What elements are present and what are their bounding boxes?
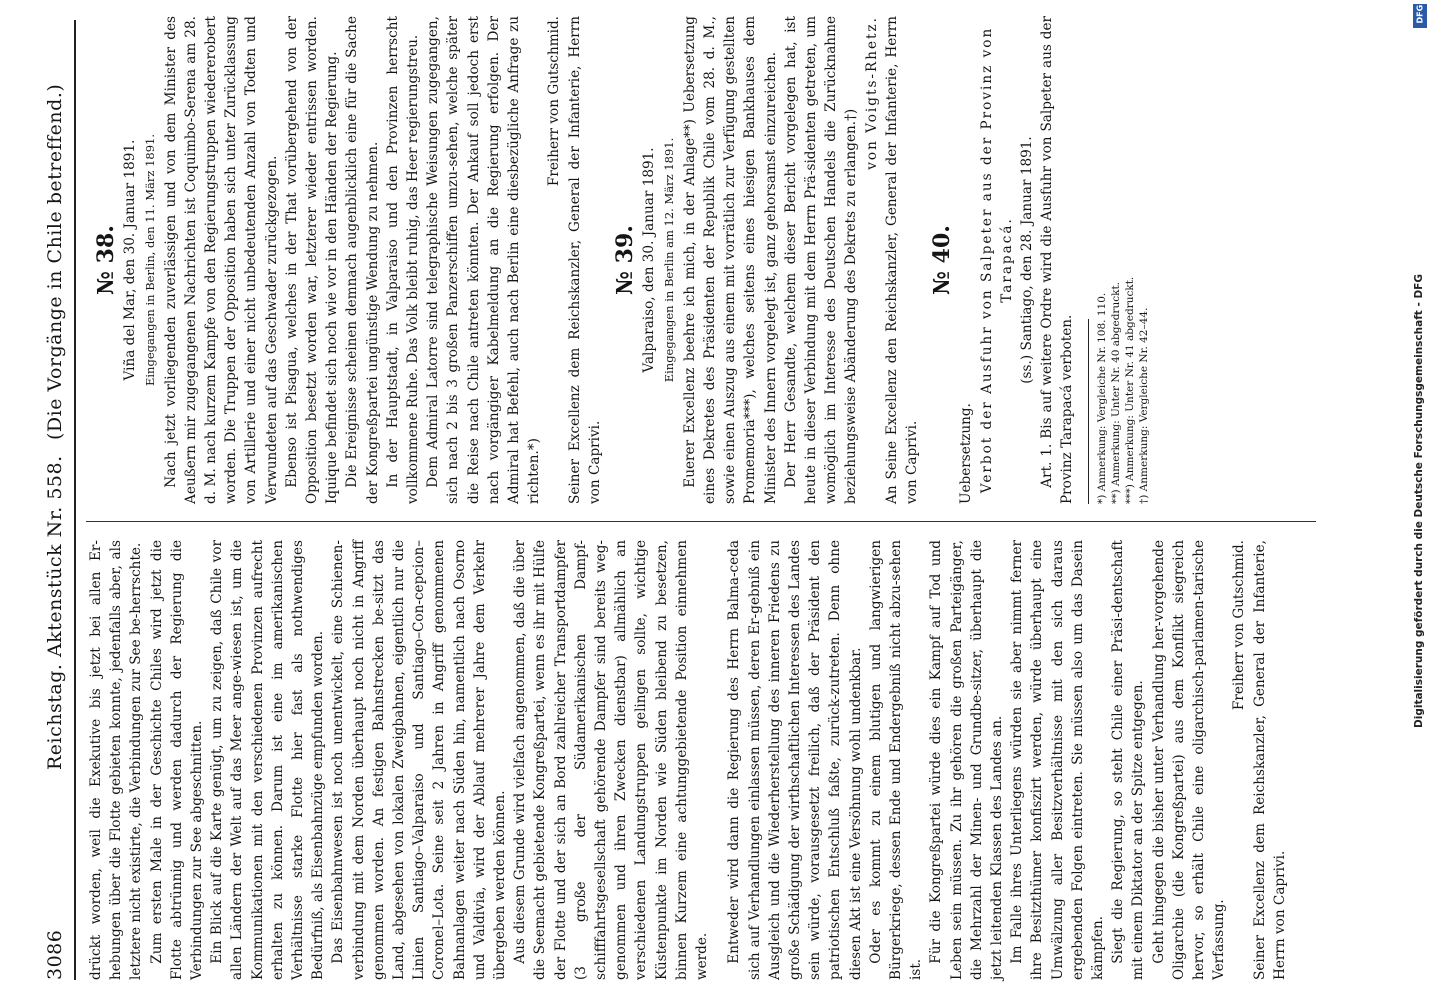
- paragraph: Der Herr Gesandte, welchem dieser Bericht vorgelegen hat, ist heute in dieser Verbindung mit dem Herrn Prä-sidenten getreten, um womöglich im Interesse des Deutschen Handels die Zurücknahme beziehungsweise Abänderung des Dekrets zu erlangen.†): [782, 16, 860, 504]
- footnote: **) Anmerkung: Unter Nr. 40 abgedruckt.: [1109, 281, 1122, 504]
- paragraph: Geht hingegen die bisher unter Verhandlung her-vorgehende Oligarchie (die Kongreßpartei) aus dem Konflikt siegreich hervor, so erhält Chile eine oligarchisch-parlamen-tarische Verfassung.: [1150, 540, 1228, 980]
- document-number: № 38.: [93, 225, 119, 295]
- footnote: ***) Anmerkung: Unter Nr. 41 abgedruckt.: [1123, 276, 1136, 504]
- paragraph: Siegt die Regierung, so steht Chile einer Präsi-dentschaft mit einem Diktator an der Spitze entgegen.: [1110, 540, 1147, 980]
- decree-heading: Verbot der Ausfuhr von Salpeter aus der Provinz von Tarapacá.: [978, 26, 1015, 494]
- address-line: Seiner Excellenz dem Reichskanzler, General der Infanterie, Herrn von Caprivi.: [1251, 540, 1288, 980]
- page-number: 3086: [44, 929, 66, 980]
- paragraph: Dem Admiral Latorre sind telegraphische Weisungen zugegangen, sich nach 2 bis 3 großen Panzerschiffen umzu-sehen, welche später die Reise nach Chile antreten könnten. Der Ankauf soll jedoch erst nach vorgängiger Kabelmeldung an die Regierung erfolgen. Der Admiral hat Befehl, auch nach Berlin eine diesbezügliche Anfrage zu richten.*): [425, 16, 543, 504]
- dfg-logo: [1413, 4, 1427, 28]
- page-header: [40, 20, 76, 980]
- received-note: Eingegangen in Berlin am 12. März 1891.: [662, 137, 677, 383]
- signature: Freiherr von Gutschmid.: [1231, 540, 1248, 711]
- address-line: An Seine Excellenz den Reichskanzler, General der Infanterie, Herrn von Caprivi.: [883, 16, 920, 504]
- column-divider: [86, 521, 1316, 522]
- place-date: Valparaiso, den 30. Januar 1891.: [641, 147, 658, 373]
- footnote-rule: [1088, 319, 1089, 504]
- paragraph: drückt worden, weil die Exekutive bis jetzt bei allen Er-hebungen über die Flotte gebieten konnte, jedenfalls aber, als letztere nicht existirte, die Verbindungen zur See be-herrschte.: [88, 540, 145, 980]
- paragraph: Entweder wird dann die Regierung des Herrn Balma-ceda sich auf Verhandlungen einlassen müssen, deren Er-gebniß ein Ausgleich und die Wiederherstellung des inneren Friedens zu große Schädigung der wirthschaftlichen Interessen des Landes sein würde, vorausgesetzt freilich, daß der Präsident den patriotischen Entschluß faßte, zurück-zutreten. Denn ohne diesen Akt ist eine Versöhnung wohl undenkbar.: [726, 540, 864, 980]
- paragraph: Ebenso ist Pisagua, welches in der That vorübergehend von der Opposition besetzt worden war, letzterer wieder entrissen worden. Iquique befindet sich noch wie vor in den Händen der Regierung.: [283, 16, 341, 504]
- header-document-ref: Reichstag. Aktenstück Nr. 558.: [44, 455, 66, 770]
- paragraph: Im Falle ihres Unterliegens würden sie aber nimmt ferner ihre Besitzthümer konfiszirt werden, würde überhaupt eine Umwälzung aller Besitzverhältnisse mit den sich daraus ergebenden Folgen eintreten. Sie müssen also um das Dasein kämpfen.: [1009, 540, 1106, 980]
- document-number: № 39.: [612, 225, 639, 295]
- signature: von Voigts-Rhetz.: [863, 16, 880, 170]
- address-line: Seiner Excellenz dem Reichskanzler, General der Infanterie, Herrn von Caprivi.: [566, 16, 603, 504]
- place-date: Viña del Mar, den 30. Januar 1891.: [122, 139, 139, 381]
- dfg-logo-text: DFG: [1415, 4, 1425, 24]
- paragraph: Zum ersten Male in der Geschichte Chiles wird jetzt die Flotte abtrünnig und werden dadurch der Regierung die Verbindungen zur See abgeschnitten.: [148, 540, 206, 980]
- received-note: Eingegangen in Berlin, den 11. März 1891.: [143, 134, 158, 387]
- digitization-margin-note: [1410, 4, 1428, 994]
- document-number: № 40.: [929, 225, 956, 295]
- right-column: [86, 16, 1151, 504]
- place-date: (ss.) Santiago, den 28. Januar 1891.: [1018, 136, 1035, 384]
- paragraph: Das Eisenbahnwesen ist noch unentwickelt, eine Schienen-verbindung mit dem Norden überhaupt noch nicht in Angriff genommen worden. An festigen Bahnstrecken be-sitzt das Land, abgesehen von lokalen Zweigbahnen, eigentlich nur die Linien Santiago–Valparaiso und Santiago–Con-cepcion–Coronel–Lota. Seine seit 2 Jahren in Angriff genommenen Bahnanlagen weiter nach Süden hin, namentlich nach Osorno und Valdivia, wird der Ablauf mehrerer Jahre dem Verkehr übergeben werden können.: [330, 540, 509, 980]
- paragraph: Aus diesem Grunde wird vielfach angenommen, daß die über die Seemacht gebietende Kongreßpartei, wenn es ihr mit Hülfe der Flotte und der sich an Bord zahlreicher Transportdampfer (3 große der Südamerikanischen Dampf-schifffahrtsgesellschaft gehörende Dampfer sind bereits weg-genommen und ihren Zwecken dienstbar) allmählich an verschiedenen Landungstruppen gelingen sollte, wichtige Küstenpunkte im Norden wie Süden bleibend zu besetzen, binnen Kurzem eine achtunggebietende Position einnehmen werde.: [512, 540, 711, 980]
- footnote: †) Anmerkung: Vergleiche Nr. 42–44.: [1137, 307, 1150, 504]
- paragraph: In der Hauptstadt, in Valparaiso und den Provinzen herrscht vollkommene Ruhe. Das Volk bleibt ruhig, das Heer regierungstreu.: [384, 16, 422, 504]
- paragraph: Ein Blick auf die Karte genügt, um zu zeigen, daß Chile vor allen Ländern der Welt auf das Meer ange-wiesen ist, um die Kommunikationen mit den verschiedenen Provinzen aufrecht erhalten zu können. Darum ist eine im amerikanischen Verhältnisse starke Flotte hier fast als nothwendiges Bedürfniß, als Eisenbahnzüge empfunden worden.: [209, 540, 327, 980]
- header-title: (Die Vorgänge in Chile betreffend.): [44, 83, 66, 440]
- paragraph: Für die Kongreßpartei würde dies ein Kampf auf Tod und Leben sein müssen. Zu ihr gehören die großen Parteigänger, die Mehrzahl der Minen- und Grundbe-sitzer, überhaupt die jetzt leitenden Klassen des Landes an.: [928, 540, 1005, 980]
- footnote: *) Anmerkung: Vergleiche Nr. 108. 110.: [1095, 292, 1108, 504]
- funding-note: Digitalisierung gefördert durch die Deutsche Forschungsgemeinschaft - DFG: [1413, 274, 1425, 728]
- paragraph: Euerer Excellenz beehre ich mich, in der Anlage**) Uebersetzung eines Dekretes des Präsidenten der Republik Chile vom 28. d. M., sowie einen Auszug aus einem mit vorrätlich zur Verfügung gestellten Promemoria***), welches seitens eines hiesigen Bankhauses dem Minister des Innern vorgelegt ist, ganz gehorsamst einzureichen.: [681, 16, 779, 504]
- signature: Freiherr von Gutschmid.: [546, 16, 563, 187]
- left-column: [86, 540, 1290, 980]
- paragraph: Die Ereignisse scheinen demnach augenblicklich eine für die Sache der Kongreßpartei ungünstige Wendung zu nehmen.: [344, 16, 381, 504]
- paragraph: Nach jetzt vorliegenden zuverlässigen und von dem Minister des Aeußern mir zugegangenen Nachrichten ist Coquimbo-Serena am 28. d. M. nach kurzem Kampfe von den Regierungstruppen wiedererobert worden. Die Truppen der Opposition haben sich unter Zurücklassung von Artillerie und einer nicht unbedeutenden Anzahl von Todten und Verwundeten auf das Geschwader zurückgezogen.: [162, 16, 280, 504]
- decree-article: Art. 1. Bis auf weitere Ordre wird die Ausfuhr von Salpeter aus der Provinz Tarapacá verboten.: [1039, 16, 1076, 504]
- paragraph: Oder es kommt zu einem blutigen und langwierigen Bürgerkriege, dessen Ende und Endergebniß nicht abzu-sehen ist.: [867, 540, 925, 980]
- translation-label: Uebersetzung.: [958, 403, 975, 504]
